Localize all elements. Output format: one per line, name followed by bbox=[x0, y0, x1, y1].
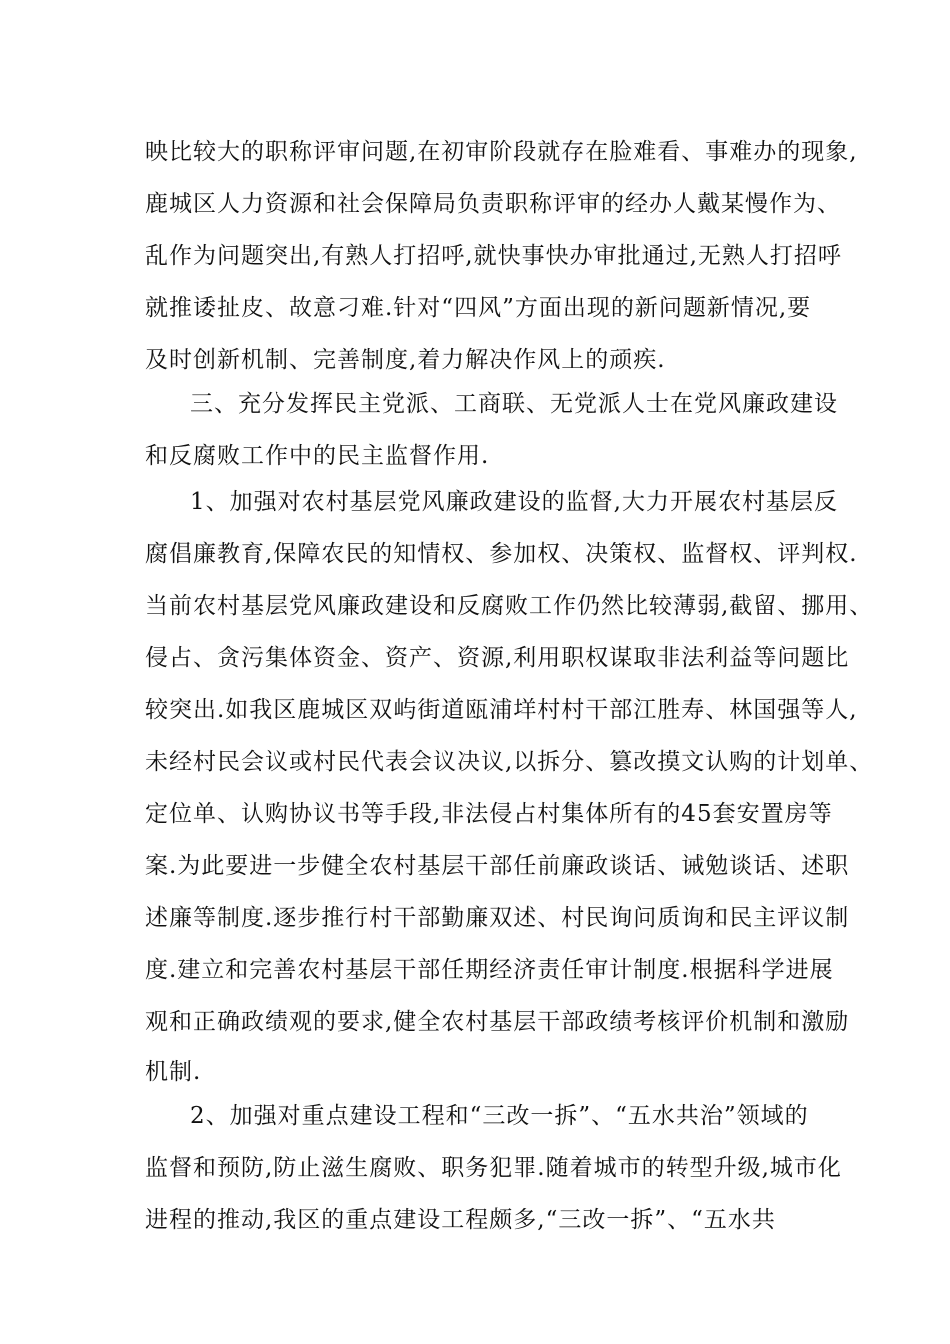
paragraph-line: 腐倡廉教育,保障农民的知情权、参加权、决策权、监督权、评判权. bbox=[145, 541, 858, 567]
paragraph-line: 观和正确政绩观的要求,健全农村基层干部政绩考核评价机制和激励 bbox=[145, 1009, 850, 1035]
paragraph-line: 鹿城区人力资源和社会保障局负责职称评审的经办人戴某慢作为、 bbox=[145, 191, 841, 217]
paragraph-line: 当前农村基层党风廉政建设和反腐败工作仍然比较薄弱,截留、挪用、 bbox=[145, 593, 874, 619]
paragraph-line: 未经村民会议或村民代表会议决议,以拆分、篡改摸文认购的计划单、 bbox=[145, 749, 874, 775]
paragraph-line: 定位单、认购协议书等手段,非法侵占村集体所有的45套安置房等 bbox=[145, 801, 833, 827]
paragraph-line: 1、加强对农村基层党风廉政建设的监督,大力开展农村基层反 bbox=[190, 489, 838, 515]
paragraph-line: 案.为此要进一步健全农村基层干部任前廉政谈话、诫勉谈话、述职 bbox=[145, 853, 850, 879]
paragraph-line: 2、加强对重点建设工程和“三改一拆”、“五水共治”领域的 bbox=[190, 1103, 809, 1129]
paragraph-line: 较突出.如我区鹿城区双屿街道瓯浦垟村村干部江胜寿、林国强等人, bbox=[145, 697, 858, 723]
paragraph-line: 乱作为问题突出,有熟人打招呼,就快事快办审批通过,无熟人打招呼 bbox=[145, 243, 842, 269]
section-heading-line: 三、充分发挥民主党派、工商联、无党派人士在党风廉政建设 bbox=[190, 391, 838, 417]
paragraph-line: 进程的推动,我区的重点建设工程颇多,“三改一拆”、“五水共 bbox=[145, 1207, 776, 1233]
paragraph-line: 就推诿扯皮、故意刁难.针对“四风”方面出现的新问题新情况,要 bbox=[145, 295, 812, 321]
paragraph-line: 侵占、贪污集体资金、资产、资源,利用职权谋取非法利益等问题比 bbox=[145, 645, 850, 671]
paragraph-line: 度.建立和完善农村基层干部任期经济责任审计制度.根据科学进展 bbox=[145, 957, 834, 983]
paragraph-line: 及时创新机制、完善制度,着力解决作风上的顽疾. bbox=[145, 347, 666, 373]
paragraph-line: 机制. bbox=[145, 1059, 202, 1085]
paragraph-line: 述廉等制度.逐步推行村干部勤廉双述、村民询问质询和民主评议制 bbox=[145, 905, 850, 931]
paragraph-line: 映比较大的职称评审问题,在初审阶段就存在脸难看、事难办的现象, bbox=[145, 139, 858, 165]
paragraph-line: 监督和预防,防止滋生腐败、职务犯罪.随着城市的转型升级,城市化 bbox=[145, 1155, 842, 1181]
section-heading-line: 和反腐败工作中的民主监督作用. bbox=[145, 443, 490, 469]
